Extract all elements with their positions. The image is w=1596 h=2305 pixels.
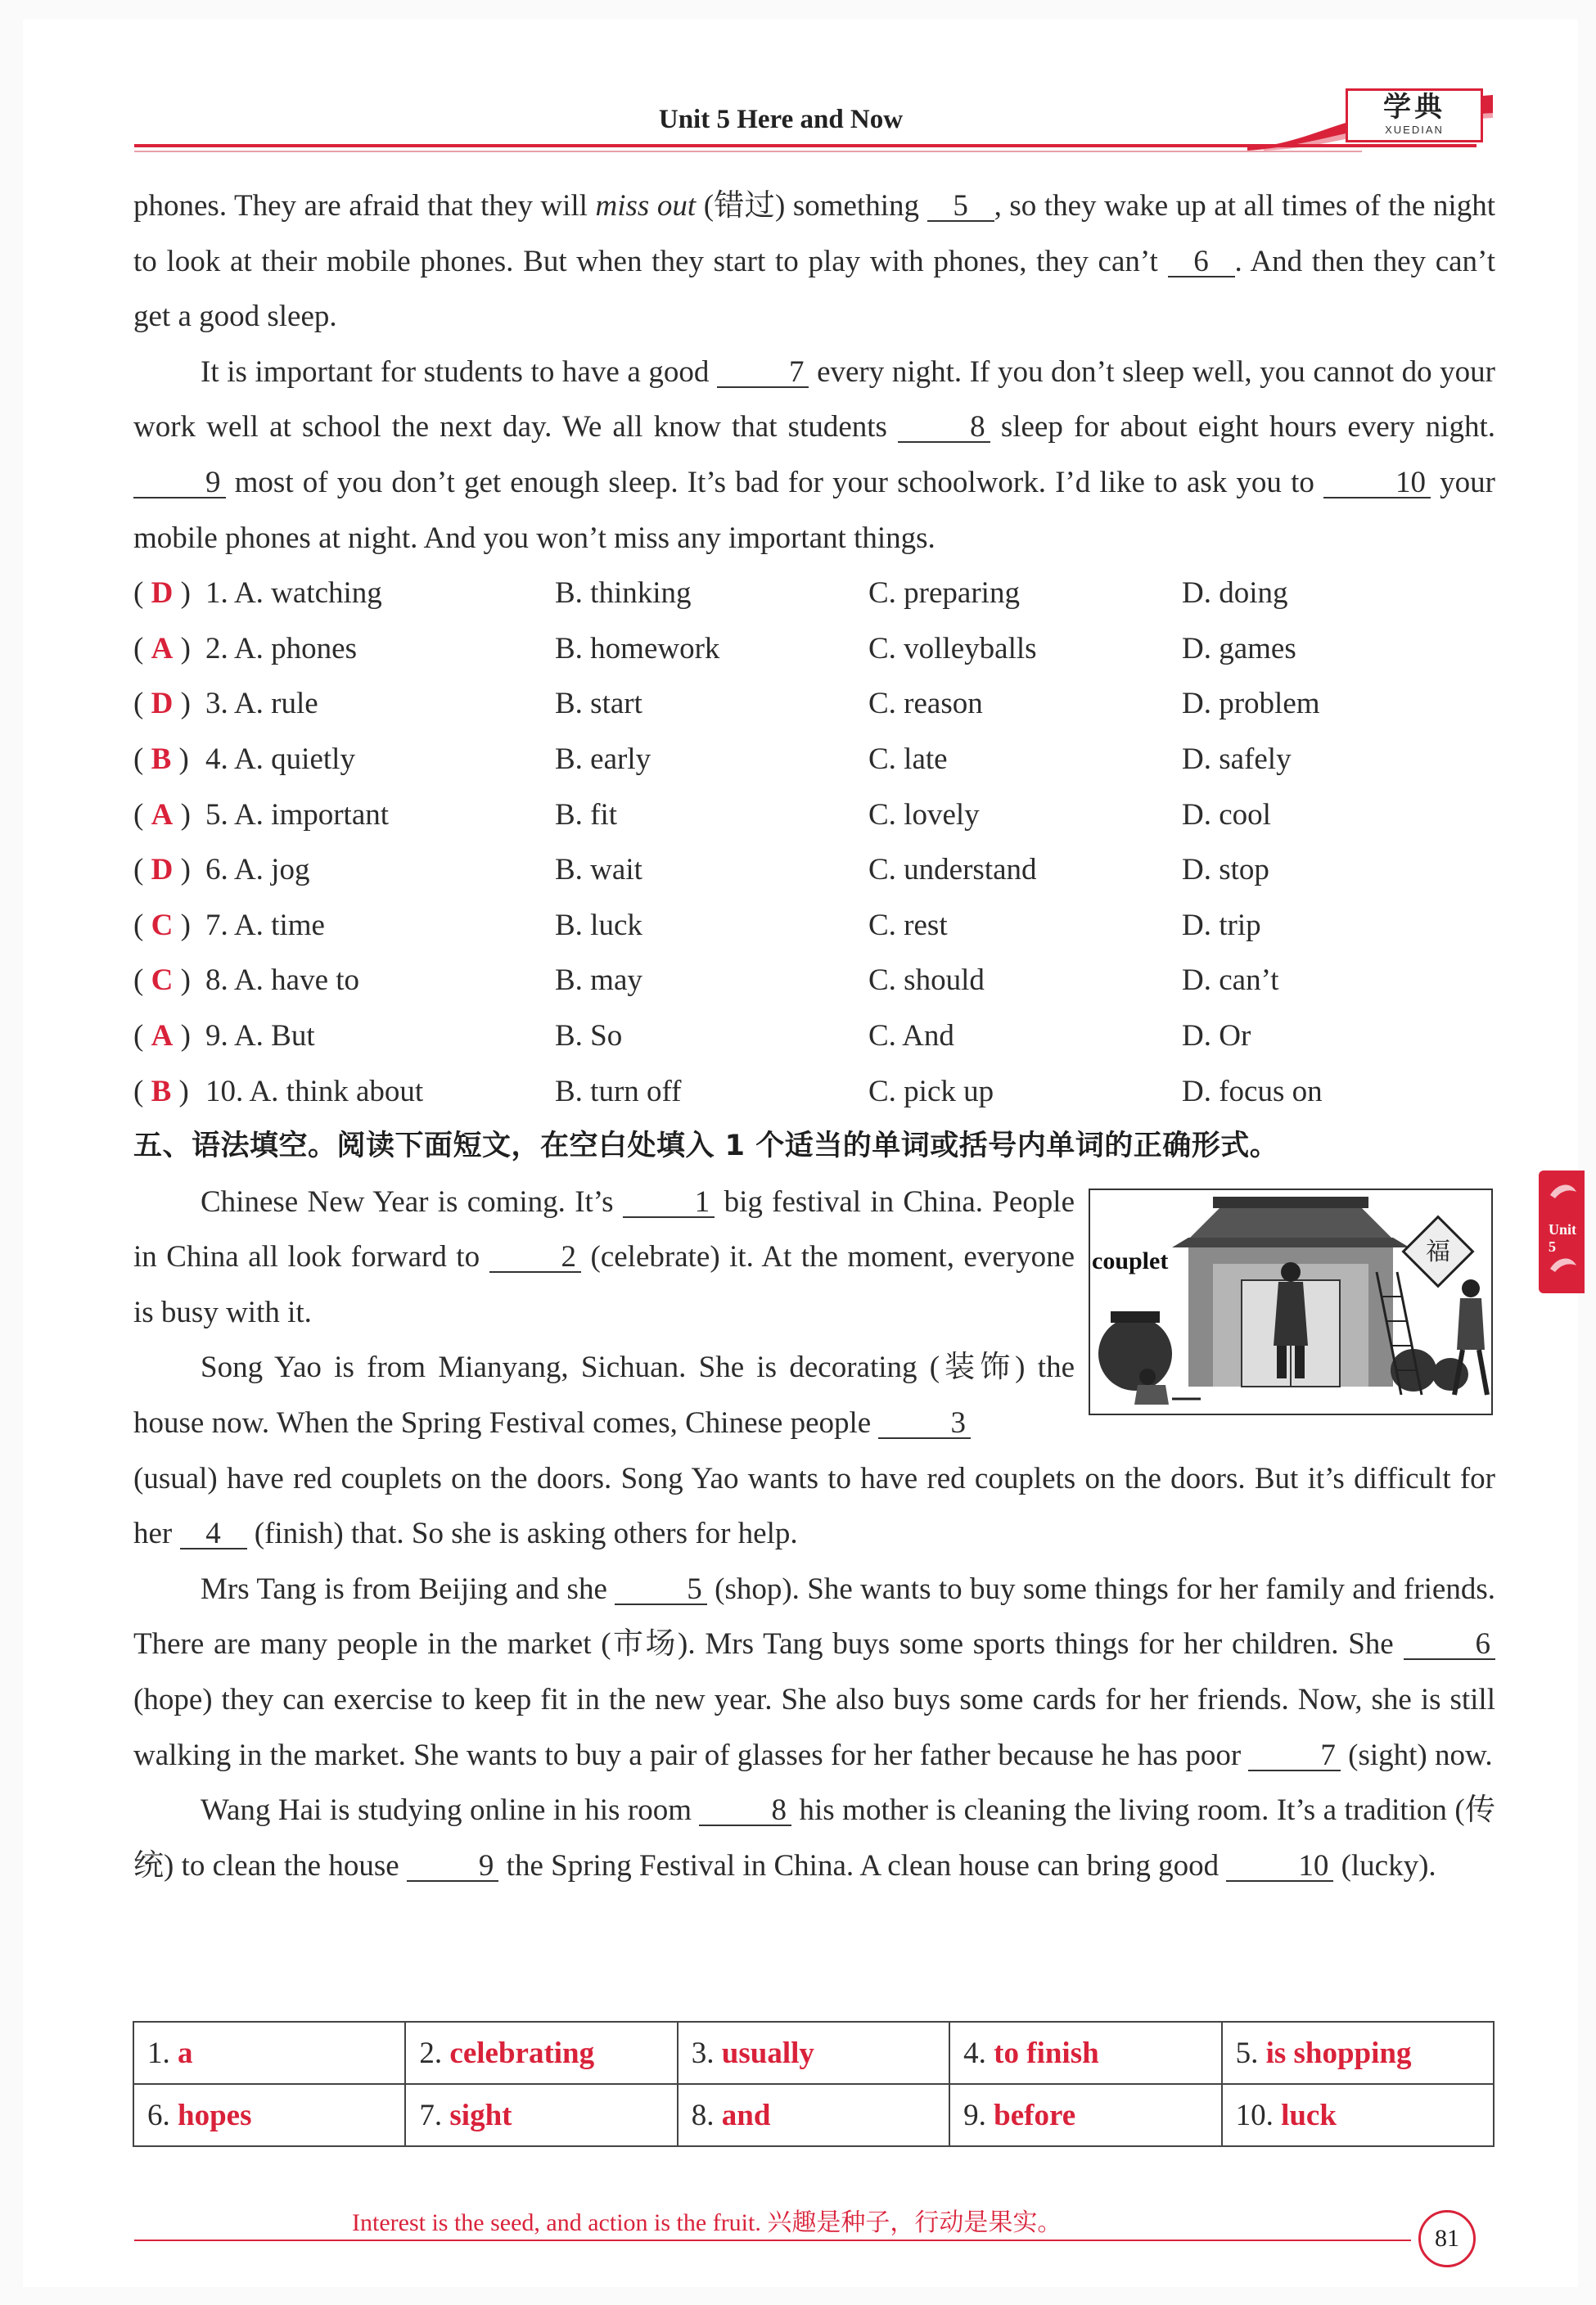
question-row <box>133 953 1495 1008</box>
option-c: C. reason <box>868 687 983 721</box>
right-paren: ) <box>173 576 191 611</box>
couplet-illustration <box>1089 1189 1493 1415</box>
section-5-paragraph-4 <box>133 1783 1495 1893</box>
answer-number: 7. <box>419 2098 450 2132</box>
option-a: 5. A. important <box>205 797 390 832</box>
left-paren: ( <box>133 1018 151 1053</box>
option-c: C. pick up <box>868 1074 994 1108</box>
blank-8: 8 <box>898 413 990 443</box>
option-d: D. Or <box>1182 1018 1251 1053</box>
blank-10: 10 <box>1226 1852 1333 1882</box>
question-row <box>133 676 1495 732</box>
text-run: (错过) something <box>696 189 927 223</box>
option-d: D. safely <box>1182 742 1292 776</box>
blank-6: 6 <box>1168 248 1235 277</box>
option-d: D. focus on <box>1182 1074 1323 1108</box>
svg-text:福: 福 <box>1426 1238 1450 1266</box>
answer-bracket <box>133 953 205 1008</box>
answer-value: usually <box>721 2036 814 2070</box>
answer-letter: D <box>151 687 174 721</box>
text-run: (finish) that. So she is asking others for help. <box>246 1517 798 1551</box>
left-paren: ( <box>133 576 151 611</box>
answer-bracket <box>133 898 205 954</box>
right-paren: ) <box>173 963 191 998</box>
question-row <box>133 898 1495 954</box>
answer-letter: A <box>151 1018 174 1053</box>
blank-10: 10 <box>1323 469 1431 498</box>
option-b: B. start <box>555 687 642 721</box>
left-paren: ( <box>133 963 151 998</box>
answer-letter: A <box>151 631 174 665</box>
right-paren: ) <box>173 631 191 665</box>
answer-cell <box>405 2022 677 2084</box>
option-b: B. luck <box>555 908 642 942</box>
answer-bracket <box>133 676 205 732</box>
answer-number: 2. <box>419 2036 450 2070</box>
answer-table-row <box>133 2022 1494 2084</box>
text-run: his mother is cleaning the living room. It’s a tradition (传统) to clean the house <box>133 1793 1495 1883</box>
answer-bracket <box>133 842 205 898</box>
passage-a-paragraph-2 <box>133 345 1495 566</box>
answer-letter: D <box>151 576 174 611</box>
section-5-paragraph-3 <box>133 1562 1495 1783</box>
option-b: B. may <box>555 963 642 998</box>
text-run: Song Yao is from Mianyang, Sichuan. She is decorating (装饰) the house now. When the Spring Festival comes, Chinese people <box>133 1351 1075 1441</box>
right-paren: ) <box>173 687 191 721</box>
left-paren: ( <box>133 797 151 832</box>
text-run: . And then they can’t get a good sleep. <box>133 244 1495 334</box>
option-a: 2. A. phones <box>205 631 357 665</box>
option-d: D. can’t <box>1182 963 1279 998</box>
question-row <box>133 1008 1495 1064</box>
option-d: D. problem <box>1182 687 1320 721</box>
option-b: B. wait <box>555 853 642 887</box>
blank-9: 9 <box>407 1852 499 1882</box>
answer-letter: C <box>151 908 174 942</box>
question-row <box>133 566 1495 621</box>
answer-bracket <box>133 732 205 787</box>
answer-value: a <box>178 2036 193 2070</box>
option-a: 8. A. have to <box>205 963 360 998</box>
page-header <box>134 82 1493 156</box>
answer-cell <box>949 2084 1221 2146</box>
option-d: D. doing <box>1182 576 1288 611</box>
answer-number: 10. <box>1235 2098 1282 2132</box>
page-number: 81 <box>1418 2210 1476 2267</box>
answer-cell <box>1222 2084 1494 2146</box>
answer-number: 3. <box>691 2036 722 2070</box>
section-5-paragraph-2a <box>133 1340 1075 1450</box>
text-run: (sight) now. <box>1340 1738 1493 1772</box>
text-run: (shop). She wants to buy some things for her family and friends. There are many people in the market (市场). Mrs Tang buys some sports things for her children. She <box>133 1572 1495 1662</box>
answer-table <box>133 2021 1495 2147</box>
answer-number: 4. <box>963 2036 994 2070</box>
footer-rule <box>134 2240 1411 2241</box>
blank-8: 8 <box>699 1797 791 1826</box>
text-run: the Spring Festival in China. A clean house can bring good <box>498 1848 1227 1883</box>
text-run: Wang Hai is studying online in his room <box>201 1793 700 1828</box>
answer-bracket <box>133 1064 205 1120</box>
answer-value: to finish <box>994 2036 1099 2070</box>
answer-value: and <box>721 2098 771 2132</box>
option-b: B. early <box>555 742 651 776</box>
left-paren: ( <box>133 853 151 887</box>
house-scene-drawing <box>1090 1190 1491 1414</box>
header-rule <box>134 144 1477 147</box>
right-paren: ) <box>171 742 189 776</box>
answer-number: 5. <box>1235 2036 1266 2070</box>
answer-bracket <box>133 566 205 621</box>
option-c: C. volleyballs <box>868 631 1037 665</box>
question-row <box>133 787 1495 843</box>
option-a: 9. A. But <box>205 1018 315 1053</box>
blank-2: 2 <box>489 1243 582 1273</box>
answer-number: 6. <box>147 2098 178 2132</box>
text-run: (lucky). <box>1333 1848 1436 1883</box>
option-d: D. stop <box>1182 853 1269 887</box>
answer-cell <box>133 2022 405 2084</box>
answer-letter: D <box>151 853 174 887</box>
section-5-wrapped-text <box>133 1175 1075 1451</box>
option-d: D. cool <box>1182 797 1271 832</box>
question-row <box>133 1064 1495 1120</box>
logo-chinese: 学典 <box>1383 91 1445 124</box>
answer-letter: C <box>151 963 174 998</box>
option-b: B. fit <box>555 797 618 832</box>
text-run: your mobile phones at night. And you won’t miss any important things. <box>133 465 1495 555</box>
answer-cell <box>133 2084 405 2146</box>
answer-value: hopes <box>178 2098 252 2132</box>
option-a: 3. A. rule <box>205 687 318 721</box>
answer-bracket <box>133 1008 205 1064</box>
text-run: (celebrate) it. At the moment, everyone is busy with it. <box>133 1240 1075 1329</box>
option-a: 1. A. watching <box>205 576 382 611</box>
right-paren: ) <box>171 1074 189 1108</box>
answer-number: 8. <box>691 2098 722 2132</box>
answer-value: sight <box>449 2098 512 2132</box>
header-rule-thin <box>134 151 1362 152</box>
option-b: B. homework <box>555 631 720 665</box>
answer-value: before <box>994 2098 1076 2132</box>
answer-cell <box>1222 2022 1494 2084</box>
option-c: C. should <box>868 963 985 998</box>
answer-cell <box>678 2022 949 2084</box>
side-tab-label: Unit 5 <box>1549 1221 1577 1255</box>
section-5-paragraph-1 <box>133 1175 1075 1341</box>
unit-title: Unit 5 Here and Now <box>658 105 904 134</box>
blank-5: 5 <box>615 1576 707 1605</box>
right-paren: ) <box>173 908 191 942</box>
option-b: B. thinking <box>555 576 692 611</box>
left-paren: ( <box>133 1074 151 1108</box>
right-paren: ) <box>173 1018 191 1053</box>
xuedian-logo <box>1346 88 1483 142</box>
answer-bracket <box>133 621 205 677</box>
option-c: C. lovely <box>868 797 980 832</box>
text-run: phones. They are afraid that they will <box>133 189 596 223</box>
answer-bracket <box>133 787 205 843</box>
text-run: (hope) they can exercise to keep fit in the new year. She also buys some cards for her friends. Now, she is still walking in the market. She wants to buy a pair of glasses for her father because he has poor <box>133 1683 1495 1772</box>
text-run: , so they wake up at all times of the night to look at their mobile phones. But when they start to play with phones, they can’t <box>133 189 1495 278</box>
section-5-title: 五、语法填空。阅读下面短文，在空白处填入 1 个适当的单词或括号内单词的正确形式。 <box>133 1130 1279 1163</box>
blank-5: 5 <box>927 192 994 222</box>
blank-7: 7 <box>1248 1742 1341 1771</box>
option-c: C. late <box>868 742 948 776</box>
option-a: 4. A. quietly <box>205 742 355 776</box>
text-run: most of you don’t get enough sleep. It’s bad for your schoolwork. I’d like to ask you to <box>225 465 1324 499</box>
answer-cell <box>405 2084 677 2146</box>
question-row <box>133 732 1495 787</box>
question-row <box>133 621 1495 677</box>
answer-letter: B <box>151 742 172 776</box>
answer-cell <box>949 2022 1221 2084</box>
left-paren: ( <box>133 908 151 942</box>
option-b: B. So <box>555 1018 623 1053</box>
answer-number: 9. <box>963 2098 994 2132</box>
text-run: (usual) have red couplets on the doors. Song Yao wants to have red couplets on the doors. But it’s difficult for her <box>133 1461 1495 1551</box>
unit-side-tab <box>1539 1171 1585 1293</box>
option-a: 7. A. time <box>205 908 325 942</box>
text-run: Mrs Tang is from Beijing and she <box>201 1572 615 1606</box>
right-paren: ) <box>173 853 191 887</box>
passage-a-paragraph-1 <box>133 178 1495 345</box>
text-run: Chinese New Year is coming. It’s <box>201 1184 623 1219</box>
answer-cell <box>678 2084 949 2146</box>
option-b: B. turn off <box>555 1074 682 1108</box>
text-run: every night. If you don’t sleep well, you cannot do your work well at school the next day. We all know that students <box>133 354 1495 444</box>
option-a: 10. A. think about <box>205 1074 424 1108</box>
blank-3: 3 <box>878 1410 971 1439</box>
text-run: sleep for about eight hours every night. <box>990 410 1495 444</box>
option-c: C. understand <box>868 853 1037 887</box>
couplet-label: couplet <box>1092 1247 1169 1274</box>
question-list <box>133 566 1495 1119</box>
main-content <box>133 178 1495 1893</box>
option-c: C. preparing <box>868 576 1020 611</box>
blank-7: 7 <box>717 359 809 388</box>
answer-value: luck <box>1281 2098 1337 2132</box>
left-paren: ( <box>133 742 151 776</box>
answer-value: celebrating <box>449 2036 595 2070</box>
section-5-paragraph-2b <box>133 1451 1495 1562</box>
answer-number: 1. <box>147 2036 178 2070</box>
italic-phrase: miss out <box>595 189 697 223</box>
right-paren: ) <box>173 797 191 832</box>
answer-letter: A <box>151 797 174 832</box>
question-row <box>133 842 1495 898</box>
text-run: It is important for students to have a good <box>201 354 717 389</box>
blank-9: 9 <box>133 469 226 498</box>
blank-4: 4 <box>180 1520 247 1549</box>
option-d: D. trip <box>1182 908 1261 942</box>
blank-6: 6 <box>1404 1631 1496 1660</box>
option-c: C. And <box>868 1018 954 1053</box>
answer-value: is shopping <box>1265 2036 1412 2070</box>
blank-1: 1 <box>623 1189 715 1218</box>
logo-english: XUEDIAN <box>1385 124 1444 136</box>
option-d: D. games <box>1182 631 1296 665</box>
answer-table-row <box>133 2084 1494 2146</box>
text-run: big festival in China. People in China all look forward to <box>133 1184 1075 1274</box>
answer-letter: B <box>151 1074 172 1108</box>
footer-motto: Interest is the seed, and action is the fruit. 兴趣是种子，行动是果实。 <box>352 2209 1062 2236</box>
left-paren: ( <box>133 631 151 665</box>
option-c: C. rest <box>868 908 948 942</box>
option-a: 6. A. jog <box>205 853 310 887</box>
left-paren: ( <box>133 687 151 721</box>
